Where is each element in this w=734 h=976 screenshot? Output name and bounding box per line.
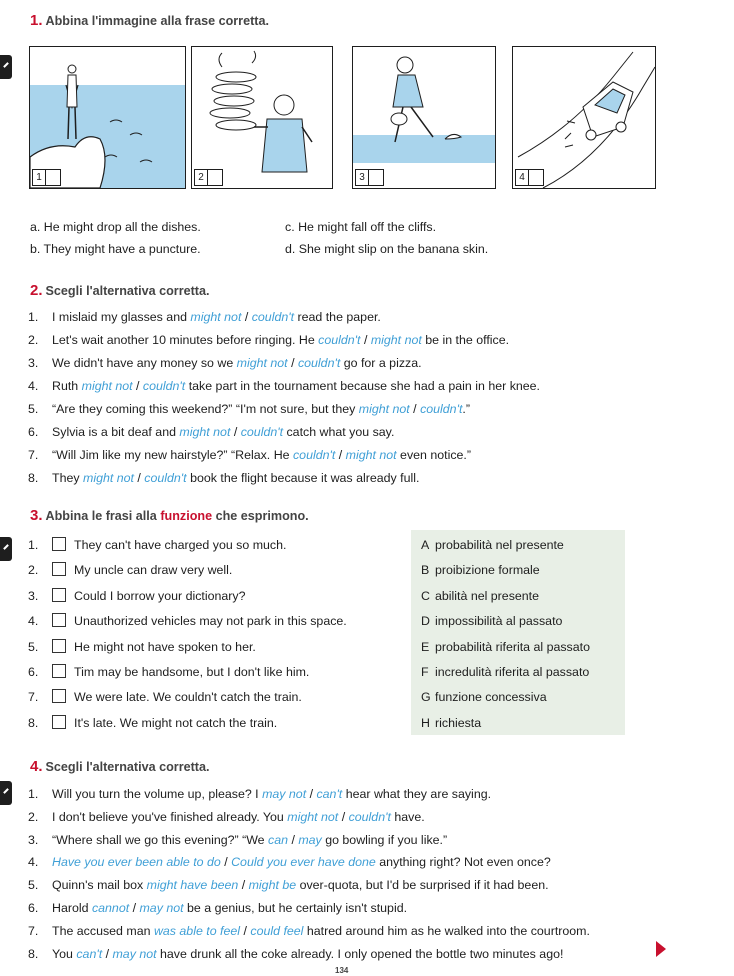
item-text: 2.	[28, 333, 39, 347]
function-letter: F	[421, 665, 429, 679]
item-text: Ruth	[52, 379, 82, 393]
item-text: /	[306, 787, 317, 801]
alternative-option[interactable]: might not	[81, 379, 133, 393]
item-text: /	[129, 901, 140, 915]
item-text: over-quota, but I'd be surprised if it had been.	[296, 878, 549, 893]
function-text: funzione concessiva	[435, 690, 547, 705]
item-text: 3.	[28, 832, 39, 847]
alternative-option[interactable]: might not	[345, 448, 397, 462]
alternative-option[interactable]: might not	[370, 333, 422, 347]
exercise-item	[28, 787, 491, 801]
item-text: read the paper.	[294, 310, 381, 324]
alternative-option[interactable]: may	[298, 832, 322, 847]
exercise-item	[28, 855, 551, 869]
item-text: 8.	[28, 946, 39, 961]
item-text: 4.	[28, 855, 39, 870]
exercise-item	[28, 333, 509, 347]
item-text: Sylvia is a bit deaf and	[52, 425, 180, 439]
alternative-option[interactable]: could feel	[250, 923, 304, 938]
alternative-option[interactable]: couldn't	[240, 425, 284, 439]
item-text: book the flight because it was already full.	[186, 471, 420, 485]
picture-number: 2	[194, 169, 208, 186]
answer-box[interactable]	[368, 169, 384, 186]
item-text: 4.	[28, 379, 39, 393]
function-option	[421, 614, 562, 628]
exercise-item	[28, 471, 419, 485]
item-text: /	[338, 809, 349, 824]
item-number: 7.	[28, 690, 39, 705]
item-number: 6.	[28, 665, 39, 679]
item-text: Let's wait another 10 minutes before ringing. He	[52, 333, 319, 347]
item-text: /	[409, 402, 421, 416]
item-text: The accused man	[52, 923, 154, 938]
answer-box[interactable]	[45, 169, 61, 186]
function-option	[421, 563, 540, 577]
function-option	[421, 690, 547, 704]
section-4-title: 4. Scegli l'alternativa corretta.	[30, 758, 210, 775]
alternative-option[interactable]: might not	[83, 471, 134, 485]
item-text: /	[287, 356, 298, 370]
alternative-option[interactable]: couldn't	[251, 310, 295, 324]
car-puncture-icon	[513, 47, 655, 188]
item-text: /	[220, 855, 232, 870]
exercise-item	[28, 425, 394, 439]
item-text: .”	[462, 402, 470, 416]
item-text: /	[238, 878, 249, 893]
match-item	[28, 588, 246, 603]
function-letter: B	[421, 563, 430, 578]
match-item	[28, 639, 256, 654]
item-text: 7.	[28, 923, 39, 938]
function-letter: C	[421, 588, 430, 603]
exercise-item	[28, 924, 590, 938]
match-item	[28, 613, 347, 628]
item-text: It's late. We might not catch the train.	[74, 715, 278, 730]
match-item	[28, 664, 309, 679]
item-number: 4.	[28, 614, 39, 629]
function-option	[421, 640, 590, 654]
alternative-option[interactable]: might not	[190, 310, 242, 324]
edit-tab-icon[interactable]	[0, 55, 12, 79]
item-text: My uncle can draw very well.	[74, 563, 233, 578]
item-text: 6.	[28, 425, 39, 439]
alternative-option[interactable]: couldn't	[292, 448, 336, 462]
item-text: We were late. We couldn't catch the train.	[74, 690, 302, 705]
alternative-option[interactable]: Could you ever have done	[231, 855, 376, 870]
alternative-option[interactable]: couldn't	[142, 379, 186, 393]
answer-checkbox[interactable]	[52, 715, 66, 729]
function-text: incredulità riferita al passato	[435, 665, 590, 679]
item-text: 8.	[28, 471, 39, 485]
alternative-option[interactable]: cannot	[91, 901, 130, 915]
option-a: a. He might drop all the dishes.	[30, 220, 201, 234]
item-text: 6.	[28, 901, 39, 915]
alternative-option[interactable]: can't	[316, 787, 343, 801]
function-letter: D	[421, 614, 430, 629]
function-option	[421, 716, 481, 730]
function-letter: G	[421, 690, 431, 705]
match-item	[28, 715, 277, 730]
option-d: d. She might slip on the banana skin.	[285, 242, 489, 256]
item-text: “Where shall we go this evening?” “We	[52, 832, 269, 847]
item-text: 5.	[28, 878, 39, 893]
answer-checkbox[interactable]	[52, 588, 66, 602]
alternative-option[interactable]: can	[268, 832, 288, 847]
item-number: 5.	[28, 639, 39, 654]
alternative-option[interactable]: couldn't	[297, 356, 341, 370]
section-2-title: 2. Scegli l'alternativa corretta.	[30, 282, 210, 299]
item-text: 5.	[28, 402, 39, 416]
item-text: /	[241, 310, 252, 324]
alternative-option[interactable]: may not	[262, 787, 307, 801]
function-letter: H	[421, 715, 430, 730]
match-item	[28, 537, 286, 552]
item-text: hear what they are saying.	[342, 787, 492, 801]
match-item	[28, 562, 232, 577]
function-text: richiesta	[435, 715, 482, 730]
section-1-title: 1. Abbina l'immagine alla frase corretta.	[30, 12, 269, 29]
item-text: /	[102, 946, 113, 961]
answer-checkbox[interactable]	[52, 537, 66, 551]
function-option	[421, 665, 589, 679]
item-text: /	[240, 923, 251, 938]
exercise-item	[28, 901, 407, 915]
function-text: probabilità nel presente	[435, 538, 564, 552]
alternative-option[interactable]: might not	[179, 425, 231, 439]
picture-number: 3	[355, 169, 369, 186]
item-text: Harold	[52, 901, 92, 915]
alternative-option[interactable]: couldn't	[420, 402, 463, 416]
item-text: “Will Jim like my new hairstyle?” “Relax. He	[52, 448, 293, 462]
picture-number: 1	[32, 169, 46, 186]
cliff-man-icon	[30, 47, 185, 188]
item-text: /	[133, 471, 145, 485]
alternative-option[interactable]: might not	[358, 402, 410, 416]
item-text: 2.	[28, 809, 39, 824]
item-text: Could I borrow your dictionary?	[74, 588, 246, 603]
exercise-item	[28, 356, 422, 370]
item-text: 3.	[28, 356, 39, 370]
option-b: b. They might have a puncture.	[30, 242, 201, 256]
item-text: even notice.”	[396, 448, 471, 462]
item-text: anything right? Not even once?	[375, 855, 551, 870]
exercise-item	[28, 448, 471, 462]
answer-checkbox[interactable]	[52, 639, 66, 653]
item-text: /	[288, 832, 299, 847]
item-text: 1.	[28, 310, 39, 324]
page-number: 134	[335, 966, 349, 975]
edit-tab-icon[interactable]	[0, 537, 12, 561]
item-text: /	[360, 333, 371, 347]
alternative-option[interactable]: may not	[139, 901, 184, 915]
edit-tab-icon[interactable]	[0, 781, 12, 805]
item-text: Will you turn the volume up, please? I	[52, 787, 263, 801]
item-text: catch what you say.	[283, 425, 395, 439]
item-text: Quinn's mail box	[52, 878, 147, 893]
answer-checkbox[interactable]	[52, 562, 66, 576]
option-c: c. He might fall off the cliffs.	[285, 220, 437, 234]
picture-3	[352, 46, 496, 189]
section-3-title: 3. Abbina le frasi alla funzione che esprimono.	[30, 507, 309, 524]
item-text: be a genius, but he certainly isn't stupid.	[183, 901, 408, 915]
function-text: probabilità riferita al passato	[435, 639, 590, 654]
answer-box[interactable]	[207, 169, 223, 186]
item-text: 7.	[28, 448, 39, 462]
picture-2	[191, 46, 333, 189]
alternative-option[interactable]: couldn't	[348, 809, 391, 824]
item-text: /	[335, 448, 346, 462]
function-text: proibizione formale	[435, 563, 540, 578]
exercise-item	[28, 379, 540, 393]
waiter-dishes-icon	[192, 47, 332, 188]
picture-number: 4	[515, 169, 529, 186]
item-text: go for a pizza.	[340, 356, 422, 370]
item-text: “Are they coming this weekend?” “I'm not sure, but they	[52, 402, 359, 416]
exercise-item	[28, 947, 563, 961]
item-text: /	[230, 425, 241, 439]
alternative-option[interactable]: couldn't	[144, 471, 187, 485]
item-text: They can't have charged you so much.	[74, 538, 287, 552]
alternative-option[interactable]: may not	[112, 946, 157, 961]
alternative-option[interactable]: might not	[236, 356, 288, 370]
alternative-option[interactable]: might be	[248, 878, 297, 893]
function-option	[421, 538, 564, 552]
item-text: Tim may be handsome, but I don't like him.	[74, 665, 310, 679]
answer-box[interactable]	[528, 169, 544, 186]
item-text: be in the office.	[421, 333, 510, 347]
item-text: have.	[390, 809, 425, 824]
picture-4	[512, 46, 656, 189]
function-letter: E	[421, 639, 430, 654]
alternative-option[interactable]: might have been	[146, 878, 239, 893]
banana-slip-icon	[353, 47, 495, 188]
exercise-item	[28, 402, 470, 416]
alternative-option[interactable]: can't	[76, 946, 103, 961]
exercise-item	[28, 833, 447, 847]
item-number: 3.	[28, 588, 39, 603]
item-text: hatred around him as he walked into the courtroom.	[303, 923, 590, 938]
item-text: have drunk all the coke already. I only opened the bottle two minutes ago!	[156, 946, 564, 961]
item-text: We didn't have any money so we	[52, 356, 237, 370]
item-text: I mislaid my glasses and	[52, 310, 191, 324]
alternative-option[interactable]: Have you ever been able to do	[52, 855, 221, 870]
alternative-option[interactable]: couldn't	[318, 333, 361, 347]
item-text: They	[52, 471, 83, 485]
exercise-item	[28, 310, 381, 324]
function-text: abilità nel presente	[435, 588, 540, 603]
function-text: impossibilità al passato	[435, 614, 563, 629]
item-text: go bowling if you like.”	[321, 832, 448, 847]
exercise-item	[28, 878, 549, 892]
item-number: 2.	[28, 563, 39, 578]
item-text: He might not have spoken to her.	[74, 639, 256, 654]
answer-checkbox[interactable]	[52, 613, 66, 627]
alternative-option[interactable]: might not	[287, 809, 339, 824]
item-number: 8.	[28, 715, 39, 730]
item-text: 1.	[28, 787, 39, 801]
answer-checkbox[interactable]	[52, 689, 66, 703]
function-letter: A	[421, 538, 430, 552]
match-item	[28, 689, 302, 704]
answer-checkbox[interactable]	[52, 664, 66, 678]
item-text: take part in the tournament because she had a pain in her knee.	[185, 379, 540, 393]
picture-1	[29, 46, 186, 189]
alternative-option[interactable]: was able to feel	[153, 923, 241, 938]
next-page-arrow-icon[interactable]	[656, 941, 666, 957]
exercise-item	[28, 810, 425, 824]
item-number: 1.	[28, 538, 39, 552]
item-text: I don't believe you've finished already. You	[52, 809, 288, 824]
function-option	[421, 589, 539, 603]
item-text: You	[52, 946, 77, 961]
item-text: Unauthorized vehicles may not park in this space.	[74, 614, 347, 629]
item-text: /	[132, 379, 143, 393]
